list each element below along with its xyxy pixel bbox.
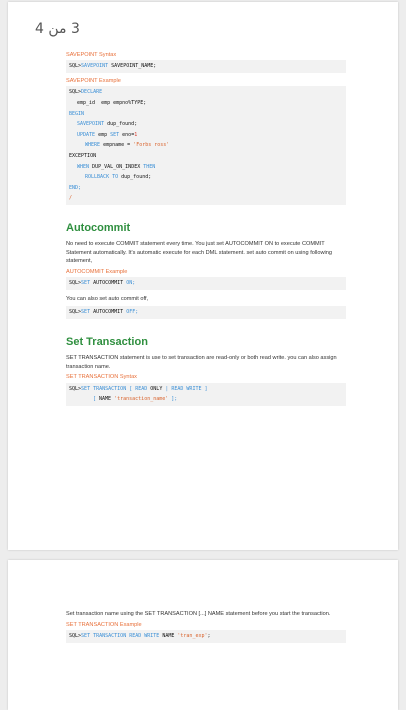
autocommit-paragraph: No need to execute COMMIT statement every time. You just set AUTOCOMMIT ON to execute COMMIT Statement automatically. It's automatic execute for each DML statement. set auto commit on using following statement, [66, 240, 332, 265]
autocommit-example-label: AUTOCOMMIT Example [66, 268, 128, 275]
savepoint-example-label: SAVEPOINT Example [66, 78, 121, 85]
document-page-4 [8, 560, 398, 710]
autocommit-off-code: SQL>SET AUTOCOMMIT OFF; [66, 306, 346, 319]
savepoint-syntax-label: SAVEPOINT Syntax [66, 52, 117, 58]
set-transaction-heading: Set Transaction [66, 335, 148, 348]
autocommit-on-code: SQL>SET AUTOCOMMIT ON; [66, 277, 346, 290]
set-transaction-paragraph: SET TRANSACTION statement is use to set transaction are read-only or both read write. you can also assign transaction name. [66, 354, 337, 370]
savepoint-example-code: SQL>DECLARE emp_id emp empno%TYPE; BEGIN SAVEPOINT dup_found; UPDATE emp SET eno=1 WHERE empname = 'Forbs ross' EXCEPTION WHEN DUP_VAL_ON_INDEX THEN ROLLBACK TO dup_found; END; / [66, 86, 346, 205]
set-transaction-name-paragraph: Set transaction name using the SET TRANSACTION [...] NAME statement before you start the transaction. [66, 611, 331, 617]
set-transaction-example-code: SQL>SET TRANSACTION READ WRITE NAME 'tran_exp'; [66, 630, 346, 643]
document-page-3 [8, 2, 398, 550]
page-counter: 3 من 4 [35, 21, 80, 37]
set-transaction-syntax-label: SET TRANSACTION Syntax [66, 374, 137, 381]
page-content [66, 52, 346, 411]
autocommit-off-paragraph: You can also set auto commit off, [66, 295, 149, 302]
autocommit-heading: Autocommit [66, 221, 131, 234]
page-content [66, 610, 346, 648]
set-transaction-example-label: SET TRANSACTION Example [66, 621, 142, 628]
set-transaction-syntax-code: SQL>SET TRANSACTION [ READ ONLY | READ WRITE ] [ NAME 'transaction_name' ]; [66, 383, 346, 406]
savepoint-syntax-code: SQL>SAVEPOINT SAVEPOINT_NAME; [66, 60, 346, 73]
